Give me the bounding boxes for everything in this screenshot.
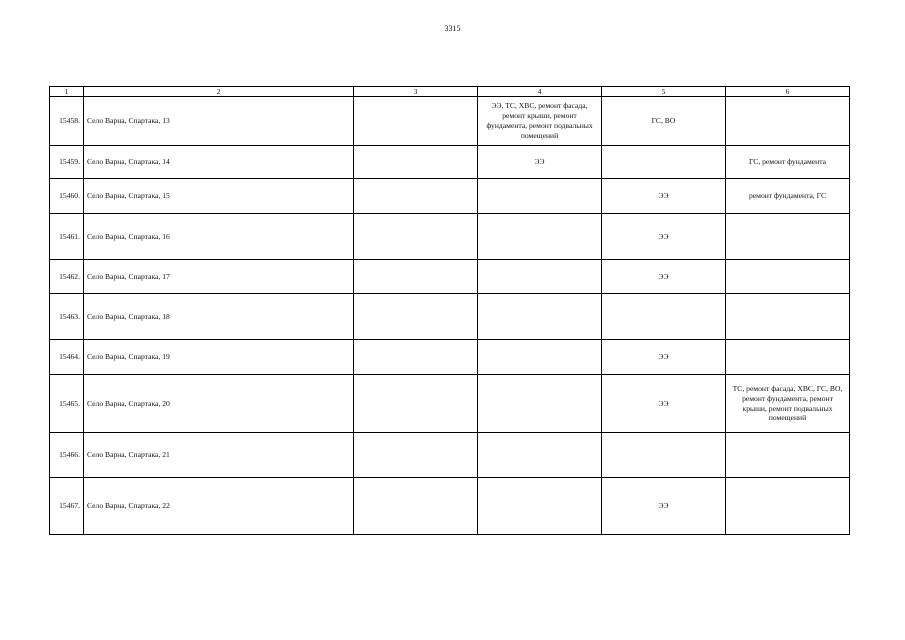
row-number: 15459. bbox=[50, 146, 84, 179]
column-header: 1 bbox=[50, 87, 84, 97]
row-col3 bbox=[354, 97, 478, 146]
row-address: Село Варна, Спартака, 22 bbox=[84, 478, 354, 535]
row-col4 bbox=[478, 433, 602, 478]
table-row bbox=[50, 214, 850, 260]
row-address: Село Варна, Спартака, 13 bbox=[84, 97, 354, 146]
row-col5: ЭЭ bbox=[602, 260, 726, 294]
table-row bbox=[50, 146, 850, 179]
table-row bbox=[50, 478, 850, 535]
row-address: Село Варна, Спартака, 19 bbox=[84, 340, 354, 375]
row-col5: ЭЭ bbox=[602, 340, 726, 375]
row-col4 bbox=[478, 179, 602, 214]
row-col6 bbox=[726, 340, 850, 375]
row-col3 bbox=[354, 260, 478, 294]
row-col3 bbox=[354, 214, 478, 260]
row-col3 bbox=[354, 375, 478, 433]
row-col4 bbox=[478, 214, 602, 260]
row-col4 bbox=[478, 260, 602, 294]
table-row bbox=[50, 179, 850, 214]
table-row bbox=[50, 340, 850, 375]
row-address: Село Варна, Спартака, 16 bbox=[84, 214, 354, 260]
row-col6 bbox=[726, 214, 850, 260]
row-col5: ГС, ВО bbox=[602, 97, 726, 146]
row-address: Село Варна, Спартака, 15 bbox=[84, 179, 354, 214]
row-col3 bbox=[354, 294, 478, 340]
row-address: Село Варна, Спартака, 20 bbox=[84, 375, 354, 433]
row-col4 bbox=[478, 340, 602, 375]
row-col4 bbox=[478, 478, 602, 535]
table-row bbox=[50, 294, 850, 340]
row-col6: ремонт фундамента, ГС bbox=[726, 179, 850, 214]
row-number: 15465. bbox=[50, 375, 84, 433]
row-number: 15458. bbox=[50, 97, 84, 146]
table-row bbox=[50, 433, 850, 478]
row-number: 15463. bbox=[50, 294, 84, 340]
row-col4 bbox=[478, 294, 602, 340]
row-number: 15467. bbox=[50, 478, 84, 535]
row-number: 15462. bbox=[50, 260, 84, 294]
row-col5: ЭЭ bbox=[602, 179, 726, 214]
column-header: 4 bbox=[478, 87, 602, 97]
column-header: 5 bbox=[602, 87, 726, 97]
row-address: Село Варна, Спартака, 18 bbox=[84, 294, 354, 340]
row-col3 bbox=[354, 340, 478, 375]
column-header-row bbox=[50, 87, 850, 97]
table-row bbox=[50, 375, 850, 433]
row-number: 15464. bbox=[50, 340, 84, 375]
row-col6 bbox=[726, 478, 850, 535]
row-col6 bbox=[726, 260, 850, 294]
row-col4 bbox=[478, 375, 602, 433]
column-header: 2 bbox=[84, 87, 354, 97]
row-address: Село Варна, Спартака, 21 bbox=[84, 433, 354, 478]
page-number: 3315 bbox=[444, 24, 461, 33]
row-col6 bbox=[726, 97, 850, 146]
row-col3 bbox=[354, 179, 478, 214]
row-col5: ЭЭ bbox=[602, 214, 726, 260]
row-number: 15460. bbox=[50, 179, 84, 214]
row-col5: ЭЭ bbox=[602, 478, 726, 535]
row-col5 bbox=[602, 146, 726, 179]
row-col6 bbox=[726, 294, 850, 340]
row-col3 bbox=[354, 478, 478, 535]
row-col4: ЭЭ bbox=[478, 146, 602, 179]
row-col5 bbox=[602, 433, 726, 478]
register-table bbox=[49, 86, 850, 535]
row-number: 15461. bbox=[50, 214, 84, 260]
row-col5: ЭЭ bbox=[602, 375, 726, 433]
row-col6: ТС, ремонт фасада, ХВС, ГС, ВО, ремонт фундамента, ремонт крыши, ремонт подвальных помещений bbox=[726, 375, 850, 433]
row-col3 bbox=[354, 146, 478, 179]
row-col3 bbox=[354, 433, 478, 478]
row-col4: ЭЭ, ТС, ХВС, ремонт фасада, ремонт крыши, ремонт фундамента, ремонт подвальных помещений bbox=[478, 97, 602, 146]
column-header: 6 bbox=[726, 87, 850, 97]
table-row bbox=[50, 97, 850, 146]
row-number: 15466. bbox=[50, 433, 84, 478]
row-col6: ГС, ремонт фундамента bbox=[726, 146, 850, 179]
column-header: 3 bbox=[354, 87, 478, 97]
row-col6 bbox=[726, 433, 850, 478]
row-col5 bbox=[602, 294, 726, 340]
row-address: Село Варна, Спартака, 14 bbox=[84, 146, 354, 179]
table-row bbox=[50, 260, 850, 294]
row-address: Село Варна, Спартака, 17 bbox=[84, 260, 354, 294]
